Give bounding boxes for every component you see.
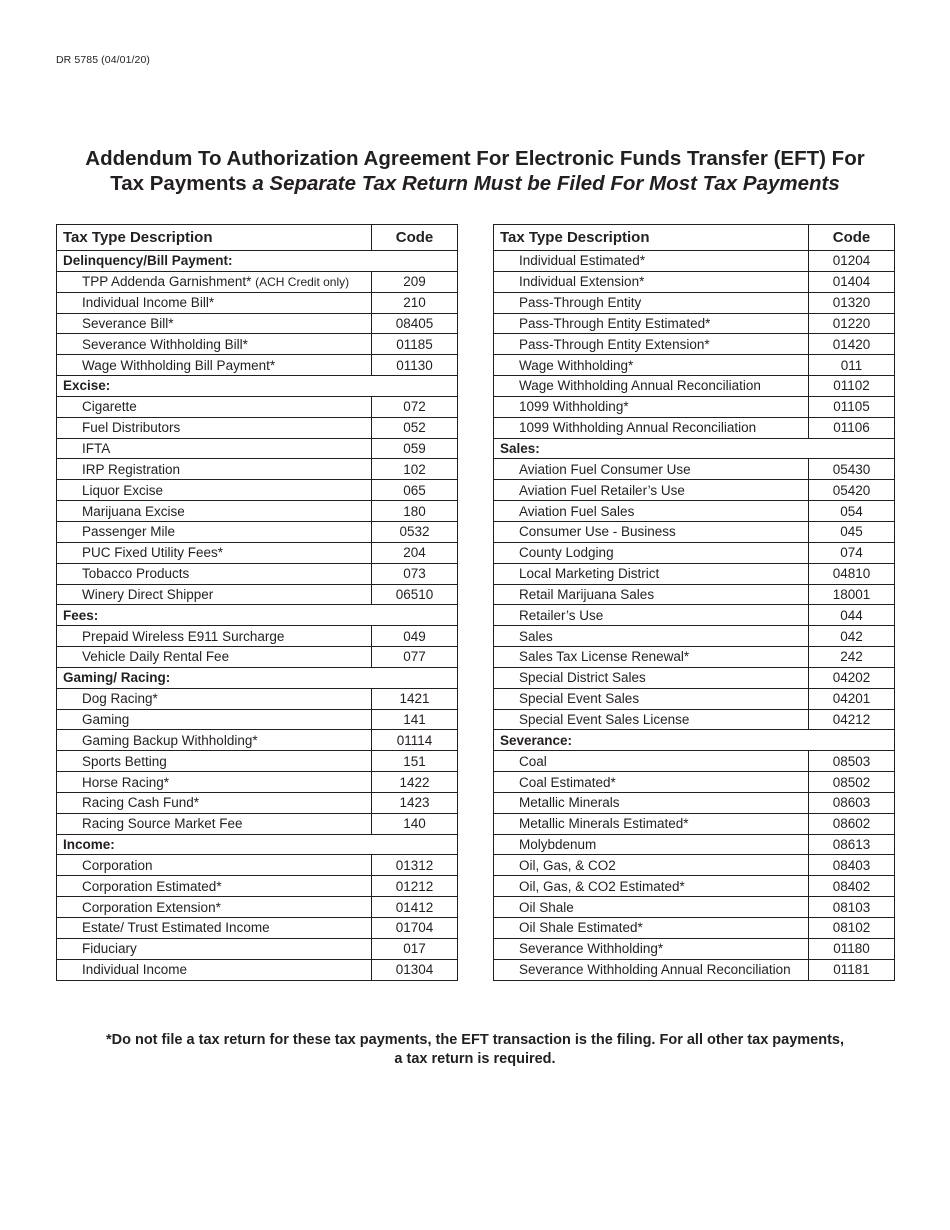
tax-type-code: 052 xyxy=(372,417,458,438)
tax-type-label: Sales xyxy=(494,626,809,647)
tax-type-label: Corporation Estimated* xyxy=(57,876,372,897)
tax-type-label: Retail Marijuana Sales xyxy=(494,584,809,605)
tax-type-label: Pass-Through Entity Extension* xyxy=(494,334,809,355)
table-row xyxy=(494,480,895,501)
table-row xyxy=(57,876,458,897)
table-row xyxy=(494,396,895,417)
tax-type-label: IFTA xyxy=(57,438,372,459)
tax-type-label: Special Event Sales xyxy=(494,688,809,709)
tax-type-label: Retailer’s Use xyxy=(494,605,809,626)
table-row xyxy=(57,688,458,709)
tax-type-label: Corporation xyxy=(57,855,372,876)
tax-type-label: IRP Registration xyxy=(57,459,372,480)
footnote-line-2: a tax return is required. xyxy=(394,1051,556,1067)
tax-type-code: 06510 xyxy=(372,584,458,605)
tax-type-label: Individual Income Bill* xyxy=(57,292,372,313)
tax-type-code: 140 xyxy=(372,813,458,834)
tax-type-label: Oil Shale xyxy=(494,897,809,918)
tax-type-code: 044 xyxy=(809,605,895,626)
table-row xyxy=(57,563,458,584)
table-row xyxy=(494,584,895,605)
tpp-note: (ACH Credit only) xyxy=(255,275,350,290)
table-row xyxy=(57,584,458,605)
category-label: Income: xyxy=(57,834,458,855)
table-row xyxy=(57,959,458,980)
category-row-excise xyxy=(57,376,458,397)
tax-type-label: Vehicle Daily Rental Fee xyxy=(57,647,372,668)
table-row xyxy=(494,459,895,480)
title-line-2-italic: a Separate Tax Return Must be Filed For Most Tax Payments xyxy=(252,172,840,195)
tax-type-label: Special Event Sales License xyxy=(494,709,809,730)
table-row xyxy=(494,688,895,709)
table-row xyxy=(57,438,458,459)
tax-type-code: 180 xyxy=(372,501,458,522)
table-row xyxy=(494,918,895,939)
table-row xyxy=(57,709,458,730)
title-line-2 xyxy=(20,171,930,196)
category-row-income xyxy=(57,834,458,855)
table-row xyxy=(57,355,458,376)
tax-type-label: Passenger Mile xyxy=(57,521,372,542)
category-label: Severance: xyxy=(494,730,895,751)
tax-type-label: Sports Betting xyxy=(57,751,372,772)
tax-type-label: Special District Sales xyxy=(494,667,809,688)
tax-type-code: 045 xyxy=(809,521,895,542)
table-row xyxy=(494,647,895,668)
table-row xyxy=(57,542,458,563)
table-row xyxy=(57,417,458,438)
tax-type-label: Gaming Backup Withholding* xyxy=(57,730,372,751)
table-row xyxy=(494,876,895,897)
tax-type-label: Individual Income xyxy=(57,959,372,980)
tax-type-label: Severance Withholding Annual Reconciliation xyxy=(494,959,809,980)
tax-type-code: 01312 xyxy=(372,855,458,876)
tax-type-code: 01106 xyxy=(809,417,895,438)
tax-type-code: 151 xyxy=(372,751,458,772)
tax-type-label: Horse Racing* xyxy=(57,772,372,793)
tax-type-label: Individual Extension* xyxy=(494,271,809,292)
tax-type-code: 08402 xyxy=(809,876,895,897)
page-title xyxy=(20,146,930,196)
tax-type-label: 1099 Withholding Annual Reconciliation xyxy=(494,417,809,438)
left-header-code: Code xyxy=(372,225,458,251)
table-row xyxy=(57,501,458,522)
tax-type-code: 0532 xyxy=(372,521,458,542)
table-row xyxy=(57,647,458,668)
category-row-severance xyxy=(494,730,895,751)
tax-type-code: 054 xyxy=(809,501,895,522)
tax-type-label: Oil Shale Estimated* xyxy=(494,918,809,939)
tax-type-code: 01130 xyxy=(372,355,458,376)
table-row xyxy=(494,897,895,918)
table-row xyxy=(494,792,895,813)
tax-type-label: Oil, Gas, & CO2 Estimated* xyxy=(494,876,809,897)
tax-type-label: Pass-Through Entity xyxy=(494,292,809,313)
tax-type-code: 08502 xyxy=(809,772,895,793)
table-row xyxy=(494,251,895,272)
tax-type-code: 08602 xyxy=(809,813,895,834)
tax-type-code: 04202 xyxy=(809,667,895,688)
tax-type-code: 1422 xyxy=(372,772,458,793)
table-row xyxy=(57,521,458,542)
title-line-2-plain: Tax Payments xyxy=(110,172,247,195)
table-row xyxy=(57,855,458,876)
tax-type-code: 08403 xyxy=(809,855,895,876)
tax-type-label: Severance Withholding Bill* xyxy=(57,334,372,355)
tax-type-code: 01420 xyxy=(809,334,895,355)
tax-type-code: 01704 xyxy=(372,918,458,939)
table-row xyxy=(57,396,458,417)
tax-type-label: Aviation Fuel Sales xyxy=(494,501,809,522)
category-row-gaming xyxy=(57,667,458,688)
tax-type-label: Wage Withholding Annual Reconciliation xyxy=(494,376,809,397)
table-row xyxy=(57,313,458,334)
table-row xyxy=(494,605,895,626)
table-row xyxy=(57,938,458,959)
table-row xyxy=(494,292,895,313)
category-row-sales xyxy=(494,438,895,459)
tax-type-label: Severance Withholding* xyxy=(494,938,809,959)
tax-type-code: 08102 xyxy=(809,918,895,939)
tax-type-label: County Lodging xyxy=(494,542,809,563)
tax-type-code: 08103 xyxy=(809,897,895,918)
table-row xyxy=(57,751,458,772)
tax-type-code: 1423 xyxy=(372,792,458,813)
tax-type-code: 042 xyxy=(809,626,895,647)
table-row xyxy=(57,730,458,751)
table-row xyxy=(494,709,895,730)
right-header-code: Code xyxy=(809,225,895,251)
tax-type-label: Estate/ Trust Estimated Income xyxy=(57,918,372,939)
tax-type-code: 01105 xyxy=(809,396,895,417)
tax-type-label: Racing Cash Fund* xyxy=(57,792,372,813)
tax-type-label: Fiduciary xyxy=(57,938,372,959)
table-row xyxy=(494,417,895,438)
tax-type-label: Sales Tax License Renewal* xyxy=(494,647,809,668)
left-table-header-row xyxy=(57,225,458,251)
table-row xyxy=(57,459,458,480)
tax-type-code: 204 xyxy=(372,542,458,563)
tax-type-code: 011 xyxy=(809,355,895,376)
tax-type-label: Prepaid Wireless E911 Surcharge xyxy=(57,626,372,647)
right-tax-type-table xyxy=(493,224,895,981)
tax-type-label: Aviation Fuel Consumer Use xyxy=(494,459,809,480)
category-row-delinquency xyxy=(57,251,458,272)
table-row xyxy=(494,938,895,959)
footnote xyxy=(40,1031,910,1069)
tax-type-code: 01304 xyxy=(395,962,434,978)
table-row xyxy=(494,542,895,563)
tax-type-code: 08613 xyxy=(809,834,895,855)
tax-type-code: 01185 xyxy=(372,334,458,355)
tax-type-code: 210 xyxy=(372,292,458,313)
tax-type-code: 01220 xyxy=(809,313,895,334)
tax-type-label: Wage Withholding* xyxy=(494,355,809,376)
tax-type-code: 049 xyxy=(372,626,458,647)
tax-type-label: Coal xyxy=(494,751,809,772)
tax-type-label: Cigarette xyxy=(57,396,372,417)
tax-type-code: 05430 xyxy=(809,459,895,480)
table-row xyxy=(57,918,458,939)
tax-type-label: Local Marketing District xyxy=(494,563,809,584)
form-number: DR 5785 (04/01/20) xyxy=(56,54,151,66)
category-label: Excise: xyxy=(57,376,458,397)
tax-type-code: 01412 xyxy=(372,897,458,918)
tax-type-code: 017 xyxy=(372,938,458,959)
tax-type-label: Wage Withholding Bill Payment* xyxy=(57,355,372,376)
left-header-description: Tax Type Description xyxy=(57,225,372,251)
table-row xyxy=(494,334,895,355)
tax-type-code: 074 xyxy=(809,542,895,563)
tax-type-label: Marijuana Excise xyxy=(57,501,372,522)
tax-type-code: 073 xyxy=(372,563,458,584)
table-row xyxy=(57,292,458,313)
tax-type-code: 209 xyxy=(372,271,458,292)
tax-type-label: 1099 Withholding* xyxy=(494,396,809,417)
table-row xyxy=(494,521,895,542)
tax-type-label: Consumer Use - Business xyxy=(494,521,809,542)
tax-type-label: Liquor Excise xyxy=(57,480,372,501)
tax-type-label: Molybdenum xyxy=(494,834,809,855)
tax-type-code: 08603 xyxy=(809,792,895,813)
table-row xyxy=(57,813,458,834)
tax-type-label: Individual Estimated* xyxy=(494,251,809,272)
tax-type-code: 04810 xyxy=(809,563,895,584)
left-tax-type-table xyxy=(56,224,458,981)
table-row xyxy=(57,334,458,355)
tax-type-code: 065 xyxy=(372,480,458,501)
tax-type-code: 072 xyxy=(372,396,458,417)
tax-type-code: 01212 xyxy=(372,876,458,897)
tax-type-label xyxy=(57,271,372,292)
table-row xyxy=(494,751,895,772)
table-row xyxy=(494,855,895,876)
tax-type-label: Dog Racing* xyxy=(57,688,372,709)
tax-type-label: Metallic Minerals Estimated* xyxy=(494,813,809,834)
category-label: Gaming/ Racing: xyxy=(57,667,458,688)
table-row xyxy=(494,271,895,292)
tax-type-label: Gaming xyxy=(57,709,372,730)
right-header-description: Tax Type Description xyxy=(494,225,809,251)
title-line-1: Addendum To Authorization Agreement For Electronic Funds Transfer (EFT) For xyxy=(85,147,865,170)
table-row xyxy=(494,563,895,584)
tax-type-code: 04201 xyxy=(809,688,895,709)
tax-type-label: Severance Bill* xyxy=(57,313,372,334)
tax-type-code: 077 xyxy=(372,647,458,668)
tax-type-label: Oil, Gas, & CO2 xyxy=(494,855,809,876)
tax-type-code: 141 xyxy=(372,709,458,730)
tax-type-code: 01102 xyxy=(809,376,895,397)
tax-type-label: Aviation Fuel Retailer’s Use xyxy=(494,480,809,501)
tax-type-label: Coal Estimated* xyxy=(494,772,809,793)
table-row xyxy=(57,480,458,501)
table-row xyxy=(494,501,895,522)
tax-type-code: 08405 xyxy=(372,313,458,334)
tax-type-label: PUC Fixed Utility Fees* xyxy=(57,542,372,563)
tax-type-code: 05420 xyxy=(809,480,895,501)
table-row xyxy=(494,834,895,855)
tax-type-code: 01180 xyxy=(809,938,895,959)
table-row xyxy=(57,626,458,647)
table-row xyxy=(494,813,895,834)
tax-type-code: 01320 xyxy=(809,292,895,313)
tax-type-label: Winery Direct Shipper xyxy=(57,584,372,605)
tax-type-label: Corporation Extension* xyxy=(57,897,372,918)
tax-type-label: Tobacco Products xyxy=(57,563,372,584)
table-row xyxy=(57,897,458,918)
table-row xyxy=(494,772,895,793)
tax-type-code: 102 xyxy=(372,459,458,480)
table-row xyxy=(494,313,895,334)
tax-type-code: 04212 xyxy=(809,709,895,730)
category-label: Sales: xyxy=(494,438,895,459)
table-row xyxy=(57,772,458,793)
tax-type-code: 242 xyxy=(809,647,895,668)
tax-type-code: 059 xyxy=(372,438,458,459)
tax-type-code: 1421 xyxy=(372,688,458,709)
tpp-label: TPP Addenda Garnishment* xyxy=(82,274,252,290)
tax-type-label: Metallic Minerals xyxy=(494,792,809,813)
table-row xyxy=(494,626,895,647)
category-row-fees xyxy=(57,605,458,626)
table-row xyxy=(494,959,895,980)
category-label: Delinquency/Bill Payment: xyxy=(57,251,458,272)
footnote-line-1: *Do not file a tax return for these tax payments, the EFT transaction is the filing. For all other tax payments, xyxy=(105,1032,845,1048)
tax-type-code: 01114 xyxy=(372,730,458,751)
category-label: Fees: xyxy=(57,605,458,626)
tax-type-code: 08503 xyxy=(809,751,895,772)
tax-type-code: 18001 xyxy=(809,584,895,605)
tax-type-code: 01204 xyxy=(809,251,895,272)
right-table-header-row xyxy=(494,225,895,251)
table-row xyxy=(494,376,895,397)
tax-type-label: Pass-Through Entity Estimated* xyxy=(494,313,809,334)
table-row xyxy=(494,667,895,688)
table-row xyxy=(57,271,458,292)
table-row xyxy=(494,355,895,376)
tax-type-label: Fuel Distributors xyxy=(57,417,372,438)
tax-type-code: 01181 xyxy=(833,962,870,978)
tax-type-label: Racing Source Market Fee xyxy=(57,813,372,834)
table-row xyxy=(57,792,458,813)
tax-type-code: 01404 xyxy=(809,271,895,292)
